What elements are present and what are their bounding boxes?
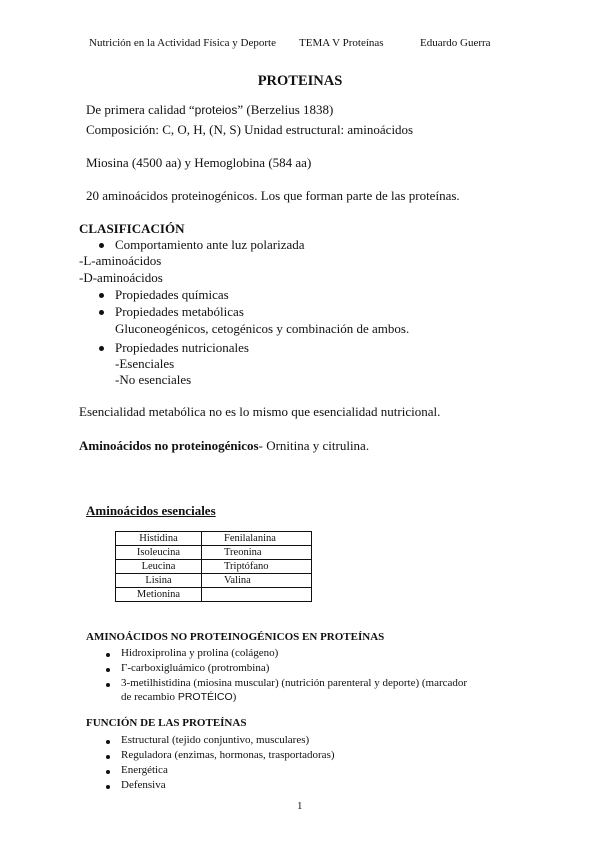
- classification-item-4b: -No esenciales: [115, 372, 192, 387]
- bullet-icon: [106, 770, 110, 774]
- essentiality-note: Esencialidad metabólica no es lo mismo que esencialidad nutricional.: [79, 404, 441, 419]
- table-row: [116, 574, 312, 588]
- bullet-icon: [106, 668, 110, 672]
- bullet-icon: [99, 243, 104, 248]
- bullet-icon: [99, 293, 104, 298]
- table-row: [116, 588, 312, 602]
- classification-item-4: Propiedades nutricionales: [115, 340, 249, 355]
- functions-heading: FUNCIÓN DE LAS PROTEÍNAS: [86, 717, 247, 729]
- function-item-2: Reguladora (enzimas, hormonas, trasportadoras): [121, 749, 335, 761]
- intro-line-3: Miosina (4500 aa) y Hemoglobina (584 aa): [86, 155, 312, 170]
- table-cell-col2: Treonina: [202, 546, 312, 560]
- classification-item-1: Comportamiento ante luz polarizada: [115, 237, 305, 252]
- non-proteinogenic-proteins-heading: AMINOÁCIDOS NO PROTEINOGÉNICOS EN PROTEÍNAS: [86, 631, 385, 643]
- table-cell-col1: Metionina: [116, 588, 202, 602]
- intro-line-4: 20 aminoácidos proteinogénicos. Los que forman parte de las proteínas.: [86, 188, 460, 203]
- function-item-3: Energética: [121, 764, 168, 776]
- intro-line-2: Composición: C, O, H, (N, S) Unidad estructural: aminoácidos: [86, 122, 414, 137]
- d-aminoacids: -D-aminoácidos: [79, 270, 163, 285]
- table-cell-col2: Triptófano: [202, 560, 312, 574]
- intro-line-1: De primera calidad “proteios” (Berzelius 1838): [86, 102, 334, 117]
- table-row: [116, 546, 312, 560]
- page-number: 1: [297, 800, 303, 812]
- bullet-icon: [99, 310, 104, 315]
- essential-aa-table: [115, 531, 312, 602]
- npp-item-3: 3-metilhistidina (miosina muscular) (nutrición parenteral y deporte) (marcador: [121, 677, 468, 689]
- table-cell-col1: Isoleucina: [116, 546, 202, 560]
- classification-item-3: Propiedades metabólicas: [115, 304, 244, 319]
- bullet-icon: [106, 755, 110, 759]
- table-cell-col1: Leucina: [116, 560, 202, 574]
- header-topic: TEMA V Proteínas: [299, 37, 384, 49]
- classification-item-4a: -Esenciales: [115, 356, 175, 371]
- npp-item-3-cont: de recambio PROTÉICO): [121, 691, 237, 703]
- function-item-1: Estructural (tejido conjuntivo, musculares): [121, 734, 310, 746]
- classification-heading: CLASIFICACIÓN: [79, 221, 185, 236]
- l-aminoacids: -L-aminoácidos: [79, 253, 162, 268]
- npp-item-1: Hidroxiprolina y prolina (colágeno): [121, 647, 279, 659]
- page-title: PROTEINAS: [257, 73, 343, 89]
- header-author: Eduardo Guerra: [420, 37, 491, 49]
- bullet-icon: [106, 740, 110, 744]
- classification-item-2: Propiedades químicas: [115, 287, 229, 302]
- bullet-icon: [99, 346, 104, 351]
- bullet-icon: [106, 653, 110, 657]
- table-cell-col1: Histidina: [116, 532, 202, 546]
- table-row: [116, 560, 312, 574]
- header-course: Nutrición en la Actividad Física y Deporte: [89, 37, 276, 49]
- table-cell-col2: Valina: [202, 574, 312, 588]
- npp-item-2: Γ-carboxigluámico (protrombina): [121, 662, 270, 674]
- non-proteinogenic-line: Aminoácidos no proteinogénicos- Ornitina y citrulina.: [79, 438, 370, 453]
- table-cell-col1: Lisina: [116, 574, 202, 588]
- table-row: [116, 532, 312, 546]
- function-item-4: Defensiva: [121, 779, 166, 791]
- table-cell-col2: Fenilalanina: [202, 532, 312, 546]
- essential-aa-heading: Aminoácidos esenciales: [86, 503, 216, 518]
- classification-item-3-detail: Gluconeogénicos, cetogénicos y combinación de ambos.: [115, 321, 410, 336]
- table-cell-col2: [202, 588, 312, 602]
- bullet-icon: [106, 683, 110, 687]
- bullet-icon: [106, 785, 110, 789]
